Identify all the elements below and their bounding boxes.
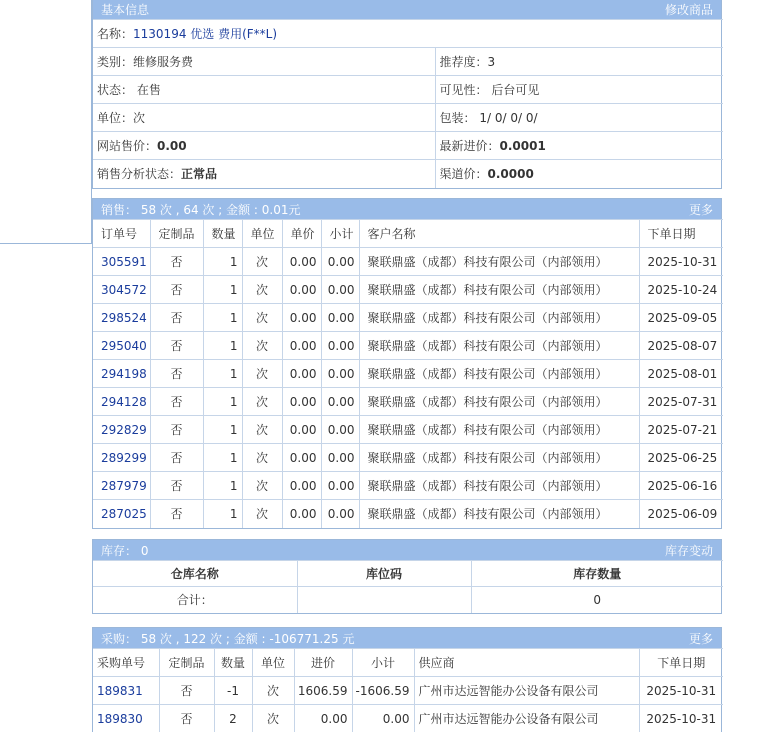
- sales-order-cell: [93, 276, 150, 304]
- sales-date-cell: 2025-06-16: [639, 472, 723, 500]
- info-row-sales-status: [93, 160, 723, 188]
- sales-customer-cell: 聚联鼎盛（成都）科技有限公司（内部领用）: [359, 360, 639, 388]
- sales-unit-cell: 次: [242, 304, 282, 332]
- sales-table: [93, 219, 723, 528]
- table-row: [93, 276, 723, 304]
- sales-price-cell: 0.00: [282, 332, 321, 360]
- sales-price-cell: 0.00: [282, 248, 321, 276]
- sales-subtotal-cell: 0.00: [321, 444, 359, 472]
- sales-order-cell: [93, 304, 150, 332]
- recommend-value: 3: [487, 55, 496, 69]
- sales-unit-cell: 次: [242, 416, 282, 444]
- sales-price-cell: 0.00: [282, 500, 321, 528]
- col-p-date: 下单日期: [639, 649, 723, 677]
- sales-subtotal-cell: 0.00: [321, 248, 359, 276]
- purchase-unit-cell: 次: [252, 677, 294, 705]
- sales-custom-cell: 否: [150, 276, 203, 304]
- sales-date-cell: 2025-07-31: [639, 388, 723, 416]
- sales-status-value: 正常品: [181, 167, 218, 182]
- category-value: 维修服务费: [133, 55, 194, 69]
- stock-table: [93, 560, 723, 613]
- purchase-price-cell: 1606.59: [294, 677, 352, 705]
- purchase-more-link[interactable]: 更多: [688, 631, 713, 646]
- stock-total-label: 合计：: [93, 587, 297, 613]
- sales-date-cell: 2025-10-31: [639, 248, 723, 276]
- sales-price-cell: 0.00: [282, 444, 321, 472]
- basic-info-header: [93, 0, 721, 19]
- sales-date-cell: 2025-07-21: [639, 416, 723, 444]
- sales-customer-cell: 聚联鼎盛（成都）科技有限公司（内部领用）: [359, 444, 639, 472]
- sales-order-link[interactable]: 287025: [101, 506, 147, 521]
- info-row-status: [93, 76, 723, 104]
- sales-order-link[interactable]: 305591: [101, 254, 147, 269]
- purchase-order-link[interactable]: 189830: [97, 711, 143, 726]
- sales-date-cell: 2025-09-05: [639, 304, 723, 332]
- sales-price-cell: 0.00: [282, 276, 321, 304]
- web-price-label: 网站售价：: [97, 139, 158, 153]
- sales-header: [93, 199, 721, 219]
- col-supplier: 供应商: [414, 649, 639, 677]
- package-value: 1/ 0/ 0/ 0/: [479, 111, 538, 125]
- info-row-category: [93, 48, 723, 76]
- sales-qty-cell: 1: [203, 472, 242, 500]
- sales-status-label: 销售分析状态：: [97, 167, 182, 182]
- table-row: [93, 388, 723, 416]
- col-p-qty: 数量: [214, 649, 252, 677]
- stock-header-row: [93, 561, 723, 587]
- col-stock-qty: 库存数量: [471, 561, 723, 587]
- sales-customer-cell: 聚联鼎盛（成都）科技有限公司（内部领用）: [359, 248, 639, 276]
- sales-order-cell: [93, 360, 150, 388]
- table-row: [93, 500, 723, 528]
- sales-qty-cell: 1: [203, 304, 242, 332]
- purchase-custom-cell: 否: [159, 677, 214, 705]
- sales-unit-cell: 次: [242, 500, 282, 528]
- info-row-name: [93, 20, 723, 48]
- web-price-value: 0.00: [157, 139, 187, 153]
- basic-info-table: [93, 19, 723, 188]
- table-row: [93, 677, 723, 705]
- purchase-supplier-cell: 广州市达远智能办公设备有限公司: [414, 677, 639, 705]
- sales-unit-cell: 次: [242, 332, 282, 360]
- purchase-order-cell: [93, 705, 159, 732]
- sales-date-cell: 2025-08-07: [639, 332, 723, 360]
- purchase-header-row: [93, 649, 723, 677]
- sales-order-cell: [93, 388, 150, 416]
- sales-custom-cell: 否: [150, 500, 203, 528]
- purchase-qty-cell: -1: [214, 677, 252, 705]
- sales-custom-cell: 否: [150, 472, 203, 500]
- col-subtotal: 小计: [321, 220, 359, 248]
- category-label: 类别：: [97, 55, 134, 69]
- sales-qty-cell: 1: [203, 332, 242, 360]
- sales-subtotal-cell: 0.00: [321, 304, 359, 332]
- sales-date-cell: 2025-08-01: [639, 360, 723, 388]
- sales-custom-cell: 否: [150, 304, 203, 332]
- sales-order-cell: [93, 416, 150, 444]
- stock-total-qty: 0: [471, 587, 723, 613]
- sales-price-cell: 0.00: [282, 360, 321, 388]
- sales-custom-cell: 否: [150, 332, 203, 360]
- col-p-unit: 单位: [252, 649, 294, 677]
- status-value: 在售: [136, 83, 161, 97]
- purchase-header: [93, 628, 721, 648]
- table-row: [93, 444, 723, 472]
- sales-qty-cell: 1: [203, 248, 242, 276]
- col-p-price: 进价: [294, 649, 352, 677]
- sales-unit-cell: 次: [242, 276, 282, 304]
- sales-subtotal-cell: 0.00: [321, 388, 359, 416]
- sales-custom-cell: 否: [150, 388, 203, 416]
- package-label: 包装：: [439, 111, 476, 125]
- sales-panel: [92, 198, 722, 529]
- sales-price-cell: 0.00: [282, 472, 321, 500]
- channel-price-label: 渠道价：: [439, 167, 488, 182]
- purchase-qty-cell: 2: [214, 705, 252, 732]
- sales-qty-cell: 1: [203, 500, 242, 528]
- sales-qty-cell: 1: [203, 360, 242, 388]
- col-purchase-no: 采购单号: [93, 649, 159, 677]
- col-order-no: 订单号: [93, 220, 150, 248]
- stock-panel: [92, 539, 722, 614]
- sales-subtotal-cell: 0.00: [321, 360, 359, 388]
- col-custom: 定制品: [150, 220, 203, 248]
- stock-header: [93, 540, 721, 560]
- sales-order-cell: [93, 248, 150, 276]
- sales-header-row: [93, 220, 723, 248]
- purchase-unit-cell: 次: [252, 705, 294, 732]
- col-customer: 客户名称: [359, 220, 639, 248]
- unit-value: 次: [133, 111, 146, 125]
- sales-unit-cell: 次: [242, 444, 282, 472]
- table-row: [93, 416, 723, 444]
- sales-order-cell: [93, 444, 150, 472]
- sales-subtotal-cell: 0.00: [321, 472, 359, 500]
- purchase-price-cell: 0.00: [294, 705, 352, 732]
- purchase-panel: [92, 627, 722, 732]
- purchase-order-link[interactable]: 189831: [97, 683, 143, 698]
- latest-cost-value: 0.0001: [499, 139, 546, 153]
- purchase-subtotal-cell: 0.00: [352, 705, 414, 732]
- col-warehouse: 仓库名称: [93, 561, 297, 587]
- visibility-value: 后台可见: [491, 83, 540, 97]
- status-label: 状态：: [97, 83, 134, 97]
- sales-order-link[interactable]: 287979: [101, 478, 147, 493]
- sales-subtotal-cell: 0.00: [321, 332, 359, 360]
- stock-change-link[interactable]: 库存变动: [664, 543, 713, 558]
- sales-order-link[interactable]: 294198: [101, 366, 147, 381]
- sales-customer-cell: 聚联鼎盛（成都）科技有限公司（内部领用）: [359, 388, 639, 416]
- stock-total-location: [297, 587, 471, 613]
- sales-title: 销售： 58 次 , 64 次 ; 金额 : 0.01元: [101, 202, 301, 217]
- sales-more-link[interactable]: 更多: [688, 202, 713, 217]
- purchase-date-cell: 2025-10-31: [639, 705, 723, 732]
- col-p-custom: 定制品: [159, 649, 214, 677]
- sales-order-link[interactable]: 295040: [101, 338, 147, 353]
- product-name-link[interactable]: 1130194 优选 费用(F**L): [133, 27, 278, 41]
- sales-custom-cell: 否: [150, 248, 203, 276]
- name-label: 名称：: [97, 27, 134, 41]
- sales-qty-cell: 1: [203, 388, 242, 416]
- sales-date-cell: 2025-06-09: [639, 500, 723, 528]
- sales-custom-cell: 否: [150, 360, 203, 388]
- sales-price-cell: 0.00: [282, 304, 321, 332]
- purchase-supplier-cell: 广州市达远智能办公设备有限公司: [414, 705, 639, 732]
- table-row: [93, 705, 723, 732]
- info-row-unit: [93, 104, 723, 132]
- basic-info-panel: [92, 0, 722, 189]
- purchase-custom-cell: 否: [159, 705, 214, 732]
- sales-qty-cell: 1: [203, 276, 242, 304]
- sales-customer-cell: 聚联鼎盛（成都）科技有限公司（内部领用）: [359, 472, 639, 500]
- purchase-title: 采购： 58 次 , 122 次 ; 金额 : -106771.25 元: [101, 631, 355, 646]
- sales-qty-cell: 1: [203, 444, 242, 472]
- table-row: [93, 248, 723, 276]
- sales-customer-cell: 聚联鼎盛（成都）科技有限公司（内部领用）: [359, 416, 639, 444]
- unit-label: 单位：: [97, 111, 134, 125]
- edit-product-link[interactable]: 修改商品: [664, 2, 713, 17]
- sales-date-cell: 2025-06-25: [639, 444, 723, 472]
- purchase-subtotal-cell: -1606.59: [352, 677, 414, 705]
- info-row-price: [93, 132, 723, 160]
- table-row: [93, 304, 723, 332]
- sales-customer-cell: 聚联鼎盛（成都）科技有限公司（内部领用）: [359, 500, 639, 528]
- stock-title: 库存： 0: [101, 543, 149, 558]
- sales-order-link[interactable]: 289299: [101, 450, 147, 465]
- channel-price-value: 0.0000: [487, 167, 534, 182]
- sales-customer-cell: 聚联鼎盛（成都）科技有限公司（内部领用）: [359, 276, 639, 304]
- sales-price-cell: 0.00: [282, 388, 321, 416]
- sales-order-cell: [93, 332, 150, 360]
- col-date: 下单日期: [639, 220, 723, 248]
- sales-unit-cell: 次: [242, 248, 282, 276]
- stock-total-row: [93, 587, 723, 613]
- sales-custom-cell: 否: [150, 416, 203, 444]
- sales-order-cell: [93, 472, 150, 500]
- sales-order-link[interactable]: 304572: [101, 282, 147, 297]
- sales-order-link[interactable]: 298524: [101, 310, 147, 325]
- sales-customer-cell: 聚联鼎盛（成都）科技有限公司（内部领用）: [359, 304, 639, 332]
- sales-order-cell: [93, 500, 150, 528]
- sales-unit-cell: 次: [242, 472, 282, 500]
- sales-subtotal-cell: 0.00: [321, 276, 359, 304]
- purchase-order-cell: [93, 677, 159, 705]
- left-side-panel: [0, 0, 92, 244]
- sales-customer-cell: 聚联鼎盛（成都）科技有限公司（内部领用）: [359, 332, 639, 360]
- col-location: 库位码: [297, 561, 471, 587]
- sales-unit-cell: 次: [242, 388, 282, 416]
- col-price: 单价: [282, 220, 321, 248]
- latest-cost-label: 最新进价：: [439, 139, 500, 153]
- col-unit: 单位: [242, 220, 282, 248]
- sales-unit-cell: 次: [242, 360, 282, 388]
- sales-custom-cell: 否: [150, 444, 203, 472]
- col-p-subtotal: 小计: [352, 649, 414, 677]
- sales-order-link[interactable]: 292829: [101, 422, 147, 437]
- table-row: [93, 472, 723, 500]
- sales-subtotal-cell: 0.00: [321, 500, 359, 528]
- sales-qty-cell: 1: [203, 416, 242, 444]
- sales-price-cell: 0.00: [282, 416, 321, 444]
- table-row: [93, 332, 723, 360]
- sales-date-cell: 2025-10-24: [639, 276, 723, 304]
- purchase-date-cell: 2025-10-31: [639, 677, 723, 705]
- col-qty: 数量: [203, 220, 242, 248]
- sales-subtotal-cell: 0.00: [321, 416, 359, 444]
- visibility-label: 可见性：: [439, 83, 488, 97]
- recommend-label: 推荐度：: [439, 55, 488, 69]
- purchase-table: [93, 648, 723, 732]
- sales-order-link[interactable]: 294128: [101, 394, 147, 409]
- table-row: [93, 360, 723, 388]
- basic-info-title: 基本信息: [101, 2, 150, 17]
